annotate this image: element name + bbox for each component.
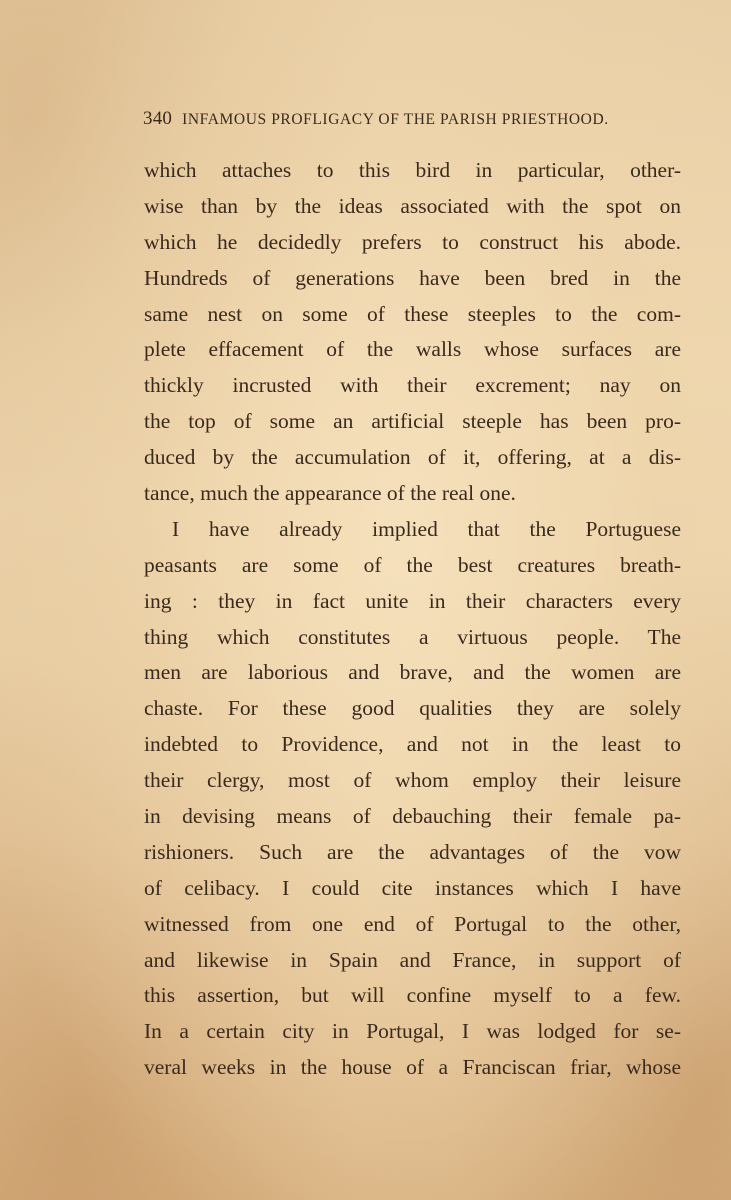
text-line: thickly incrusted with their excrement; nay on [144,373,681,398]
text-line: of celibacy. I could cite instances which I have [144,875,681,900]
text-line: and likewise in Spain and France, in support of [144,947,681,972]
text-line: rishioners. Such are the advantages of the vow [144,839,681,864]
text-line: chaste. For these good qualities they are solely [144,696,681,721]
running-head [143,106,683,130]
text-line: Hundreds of generations have been bred in the [144,265,681,290]
text-line: ing : they in fact unite in their characters every [144,588,681,613]
text-line: indebted to Providence, and not in the least to [144,732,681,757]
text-line: peasants are some of the best creatures breath- [144,552,681,577]
text-line: witnessed from one end of Portugal to the other, [144,911,681,936]
text-line: duced by the accumulation of it, offering, at a dis- [144,445,681,470]
running-title: INFAMOUS PROFLIGACY OF THE PARISH PRIESTHOOD. [182,111,609,128]
paragraph-start-line: I have already implied that the Portuguese [172,516,681,541]
text-line: same nest on some of these steeples to the com- [144,301,681,326]
text-line: in devising means of debauching their female pa- [144,804,681,829]
page-number: 340 [143,108,173,129]
text-line: this assertion, but will confine myself to a few. [144,983,681,1008]
text-line: which he decidedly prefers to construct his abode. [144,229,681,254]
text-line: the top of some an artificial steeple has been pro- [144,409,681,434]
text-line: In a certain city in Portugal, I was lodged for se- [144,1019,681,1044]
text-line: plete effacement of the walls whose surfaces are [144,337,681,362]
text-line: their clergy, most of whom employ their leisure [144,768,681,793]
text-line: veral weeks in the house of a Franciscan friar, whose [144,1055,681,1080]
text-line: which attaches to this bird in particular, other- [144,158,681,182]
text-line: tance, much the appearance of the real one. [144,481,516,506]
text-line: wise than by the ideas associated with the spot on [144,193,681,218]
text-line: thing which constitutes a virtuous people. The [144,624,681,649]
text-line: men are laborious and brave, and the women are [144,660,681,685]
body-text [144,153,681,1086]
